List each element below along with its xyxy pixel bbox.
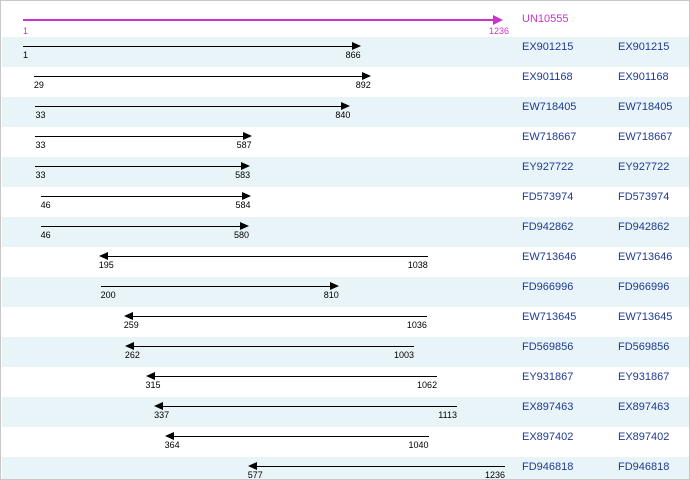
hit-end-coord: 583 [235,170,251,180]
arrow-head-left-icon [146,372,155,380]
hit-accession-link-secondary[interactable]: FD569856 [618,341,670,353]
arrow-head-right-icon [341,102,350,110]
hit-start-coord: 262 [124,350,140,360]
hit-accession-link[interactable]: EX897463 [522,401,574,413]
arrow-head-left-icon [248,462,257,470]
hit-accession-link[interactable]: FD573974 [522,191,574,203]
hit-end-coord: 584 [235,200,251,210]
arrow-head-left-icon [99,252,108,260]
hit-line [257,466,505,467]
hit-accession-link-secondary[interactable]: EX901215 [618,41,670,53]
hit-accession-link-secondary[interactable]: EW713646 [618,251,673,263]
hit-start-coord: 33 [35,110,46,120]
hit-start-coord: 46 [40,230,51,240]
hit-accession-link[interactable]: EY931867 [522,371,574,383]
arrow-head-right-icon [330,282,339,290]
hit-accession-link-secondary[interactable]: EW713645 [618,311,673,323]
hit-accession-link[interactable]: FD946818 [522,461,574,473]
hit-line [174,436,429,437]
hit-accession-link-secondary[interactable]: EY931867 [618,371,670,383]
hit-row[interactable] [1,427,690,457]
hit-line [134,346,414,347]
arrow-head-right-icon [242,192,251,200]
arrow-head-left-icon [124,312,133,320]
query-name-label: UN10555 [522,13,569,25]
hit-row[interactable] [1,157,690,187]
hit-end-coord: 580 [233,230,249,240]
hit-line [41,226,240,227]
hit-end-coord: 587 [236,140,252,150]
hit-line [23,46,352,47]
hit-start-coord: 259 [123,320,139,330]
hit-line [155,376,438,377]
arrow-head-left-icon [154,402,163,410]
hit-line [133,316,427,317]
hit-accession-link-secondary[interactable]: FD946818 [618,461,670,473]
hit-end-coord: 1236 [484,470,505,480]
hit-end-coord: 1113 [438,410,457,420]
arrow-head-right-icon [352,42,361,50]
hit-accession-link[interactable]: EX897402 [522,431,574,443]
hit-start-coord: 46 [40,200,51,210]
hit-row[interactable] [1,217,690,247]
hit-end-coord: 892 [355,80,371,90]
hit-row[interactable] [1,247,690,277]
query-end-coord: 1236 [489,26,510,36]
hit-accession-link-secondary[interactable]: EW718667 [618,131,673,143]
hit-end-coord: 1003 [394,350,415,360]
query-ruler-arrowhead [493,15,503,25]
hit-start-coord: 364 [164,440,180,450]
hit-start-coord: 29 [33,80,44,90]
hit-accession-link[interactable]: FD966996 [522,281,574,293]
hit-start-coord: 200 [100,290,116,300]
hit-end-coord: 1062 [417,380,438,390]
arrow-head-right-icon [240,222,249,230]
hit-row[interactable] [1,307,690,337]
hit-accession-link[interactable]: EX901215 [522,41,574,53]
hit-accession-link-secondary[interactable]: EX897402 [618,431,670,443]
hit-end-coord: 840 [335,110,351,120]
hit-line [41,196,242,197]
arrow-head-left-icon [125,342,134,350]
hit-accession-link[interactable]: FD942862 [522,221,574,233]
hit-start-coord: 33 [35,140,46,150]
hit-start-coord: 1 [23,50,29,60]
hit-accession-link-secondary[interactable]: FD573974 [618,191,670,203]
hit-line [35,136,242,137]
arrow-head-left-icon [165,432,174,440]
arrow-head-right-icon [362,72,371,80]
hit-row[interactable] [1,457,690,480]
hit-accession-link[interactable]: EW718405 [522,101,577,113]
hit-line [35,166,241,167]
hit-row[interactable] [1,367,690,397]
hit-row[interactable] [1,127,690,157]
hit-accession-link-secondary[interactable]: EY927722 [618,161,670,173]
query-start-coord: 1 [23,26,29,36]
hit-line [101,286,330,287]
hit-row[interactable] [1,37,690,67]
hit-accession-link[interactable]: EX901168 [522,71,573,83]
hit-end-coord: 1038 [407,260,428,270]
hit-row[interactable] [1,397,690,427]
hit-accession-link[interactable]: EW718667 [522,131,577,143]
hit-line [34,76,362,77]
hit-line [35,106,341,107]
hit-accession-link-secondary[interactable]: EX897463 [618,401,670,413]
hit-row[interactable] [1,67,690,97]
arrow-head-right-icon [241,162,250,170]
hit-accession-link[interactable]: FD569856 [522,341,574,353]
hit-line [163,406,457,407]
hit-start-coord: 33 [35,170,46,180]
hit-accession-link-secondary[interactable]: EW718405 [618,101,673,113]
hit-start-coord: 577 [247,470,263,480]
hit-row[interactable] [1,277,690,307]
arrow-head-right-icon [243,132,252,140]
hit-accession-link-secondary[interactable]: FD966996 [618,281,670,293]
hit-end-coord: 1040 [408,440,429,450]
hit-end-coord: 1036 [406,320,427,330]
hit-row[interactable] [1,187,690,217]
hit-accession-link-secondary[interactable]: FD942862 [618,221,670,233]
hit-start-coord: 195 [98,260,114,270]
hit-end-coord: 866 [345,50,361,60]
hit-row[interactable] [1,337,690,367]
hit-row[interactable] [1,97,690,127]
hit-accession-link[interactable]: EW713645 [522,311,577,323]
hit-accession-link[interactable]: EW713646 [522,251,577,263]
hit-line [108,256,428,257]
hit-start-coord: 337 [154,410,170,420]
hit-accession-link-secondary[interactable]: EX901168 [618,71,669,83]
hit-accession-link[interactable]: EY927722 [522,161,574,173]
hit-start-coord: 315 [145,380,161,390]
query-ruler-line [23,19,495,21]
hit-end-coord: 810 [323,290,339,300]
